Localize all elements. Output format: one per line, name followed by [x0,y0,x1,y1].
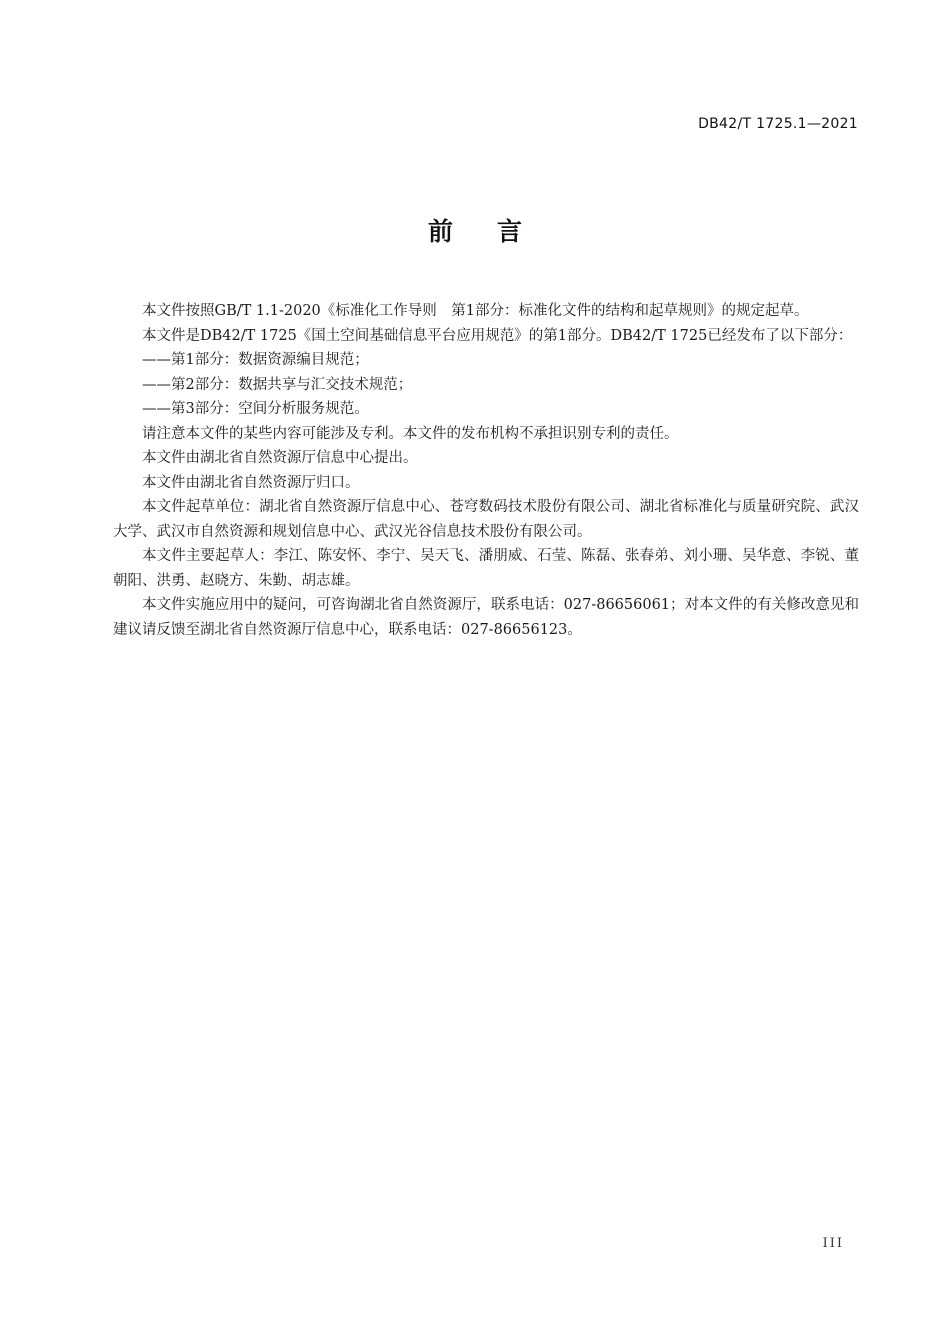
foreword-body [113,299,859,642]
document-code: DB42/T 1725.1—2021 [698,116,858,132]
page-number: III [822,1236,844,1251]
list-item-part-2: ——第2部分：数据共享与汇交技术规范； [142,376,413,393]
list-item-part-1: ——第1部分：数据资源编目规范； [142,352,369,368]
paragraph-proposer: 本文件由湖北省自然资源厅信息中心提出。 [142,450,418,466]
paragraph-administrator: 本文件由湖北省自然资源厅归口。 [142,474,360,491]
paragraph-patent-notice: 请注意本文件的某些内容可能涉及专利。本文件的发布机构不承担识别专利的责任。 [142,425,679,442]
paragraph-drafters: 本文件主要起草人：李江、陈安怀、李宁、吴天飞、潘朋威、石莹、陈磊、张春弟、刘小珊、吴华意、李锐、董朝阳、洪勇、赵晓方、朱勤、胡志雄。 [113,548,859,589]
paragraph-drafting-units: 本文件起草单位：湖北省自然资源厅信息中心、苍穹数码技术股份有限公司、湖北省标准化与质量研究院、武汉大学、武汉市自然资源和规划信息中心、武汉光谷信息技术股份有限公司。 [113,499,859,540]
paragraph-series-intro: 本文件是DB42/T 1725《国土空间基础信息平台应用规范》的第1部分。DB42/T 1725已经发布了以下部分： [142,327,853,344]
paragraph-structure-rules: 本文件按照GB/T 1.1-2020《标准化工作导则 第1部分：标准化文件的结构和起草规则》的规定起草。 [142,303,809,319]
paragraph-contact: 本文件实施应用中的疑问，可咨询湖北省自然资源厅，联系电话：027-86656061；对本文件的有关修改意见和建议请反馈至湖北省自然资源厅信息中心，联系电话：027-86656123。 [113,597,859,638]
page-title: 前言 [427,217,566,246]
list-item-part-3: ——第3部分：空间分析服务规范。 [142,401,369,417]
